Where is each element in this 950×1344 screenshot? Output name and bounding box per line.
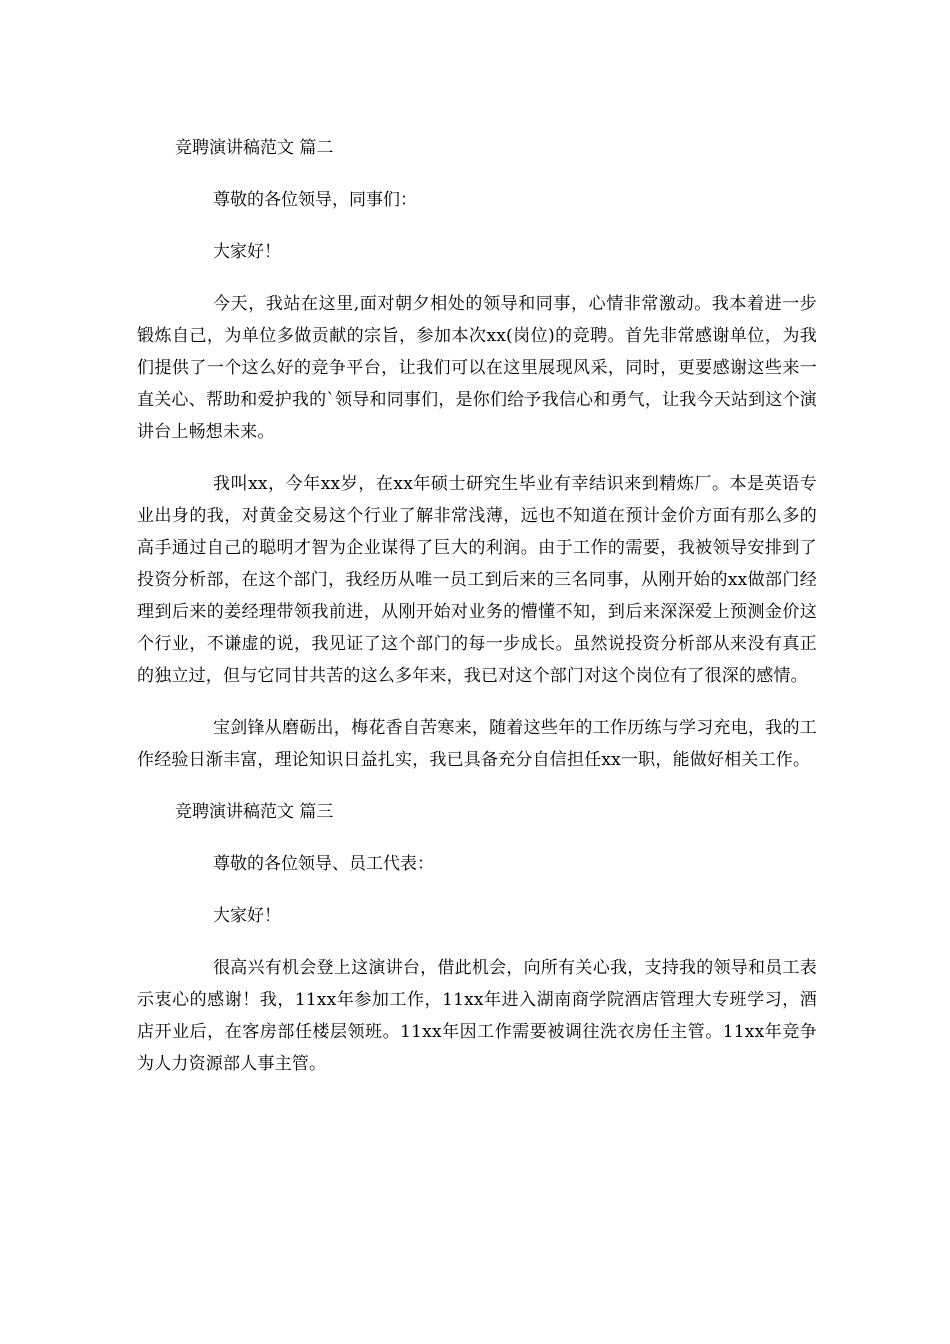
section-two-salutation: 尊敬的各位领导，同事们：: [213, 190, 417, 210]
section-three-paragraph-1: 很高兴有机会登上这演讲台，借此机会，向所有关心我，支持我的领导和员工表示衷心的感谢！我，11xx年参加工作，11xx年进入湖南商学院酒店管理大专班学习，酒店开业后，在客房部任楼层领班。11xx年因工作需要被调往洗衣房任主管。11xx年竞争为人力资源部人事主管。: [137, 958, 817, 1074]
section-two-paragraph-3: 宝剑锋从磨砺出，梅花香自苦寒来，随着这些年的工作历练与学习充电，我的工作经验日渐丰富，理论知识日益扎实，我已具备充分自信担任xx一职，能做好相关工作。: [137, 718, 817, 770]
section-three: [137, 796, 817, 1080]
section-three-salutation: 尊敬的各位领导、员工代表：: [213, 854, 434, 874]
section-two: [137, 132, 817, 776]
document-body: [137, 132, 817, 1080]
section-two-paragraph-1: 今天，我站在这里,面对朝夕相处的领导和同事，心情非常激动。我本着进一步锻炼自己，为单位多做贡献的宗旨，参加本次xx(岗位)的竞聘。首先非常感谢单位，为我们提供了一个这么好的竞争平台，让我们可以在这里展现风采，同时，更要感谢这些来一直关心、帮助和爱护我的`领导和同事们，是你们给予我信心和勇气，让我今天站到这个演讲台上畅想未来。: [137, 294, 817, 442]
section-two-paragraph-2: 我叫xx，今年xx岁，在xx年硕士研究生毕业有幸结识来到精炼厂。本是英语专业出身的我，对黄金交易这个行业了解非常浅薄，远也不知道在预计金价方面有那么多的高手通过自己的聪明才智为企业谋得了巨大的利润。由于工作的需要，我被领导安排到了投资分析部，在这个部门，我经历从唯一员工到后来的三名同事，从刚开始的xx做部门经理到后来的姜经理带领我前进，从刚开始对业务的懵懂不知，到后来深深爱上预测金价这个行业，不谦虚的说，我见证了这个部门的每一步成长。虽然说投资分析部从来没有真正的独立过，但与它同甘共苦的这么多年来，我已对这个部门对这个岗位有了很深的感情。: [137, 474, 817, 686]
section-two-heading: 竞聘演讲稿范文 篇二: [175, 138, 334, 158]
section-three-greeting: 大家好！: [213, 906, 281, 926]
section-two-greeting: 大家好！: [213, 242, 281, 262]
section-three-heading: 竞聘演讲稿范文 篇三: [175, 802, 334, 822]
